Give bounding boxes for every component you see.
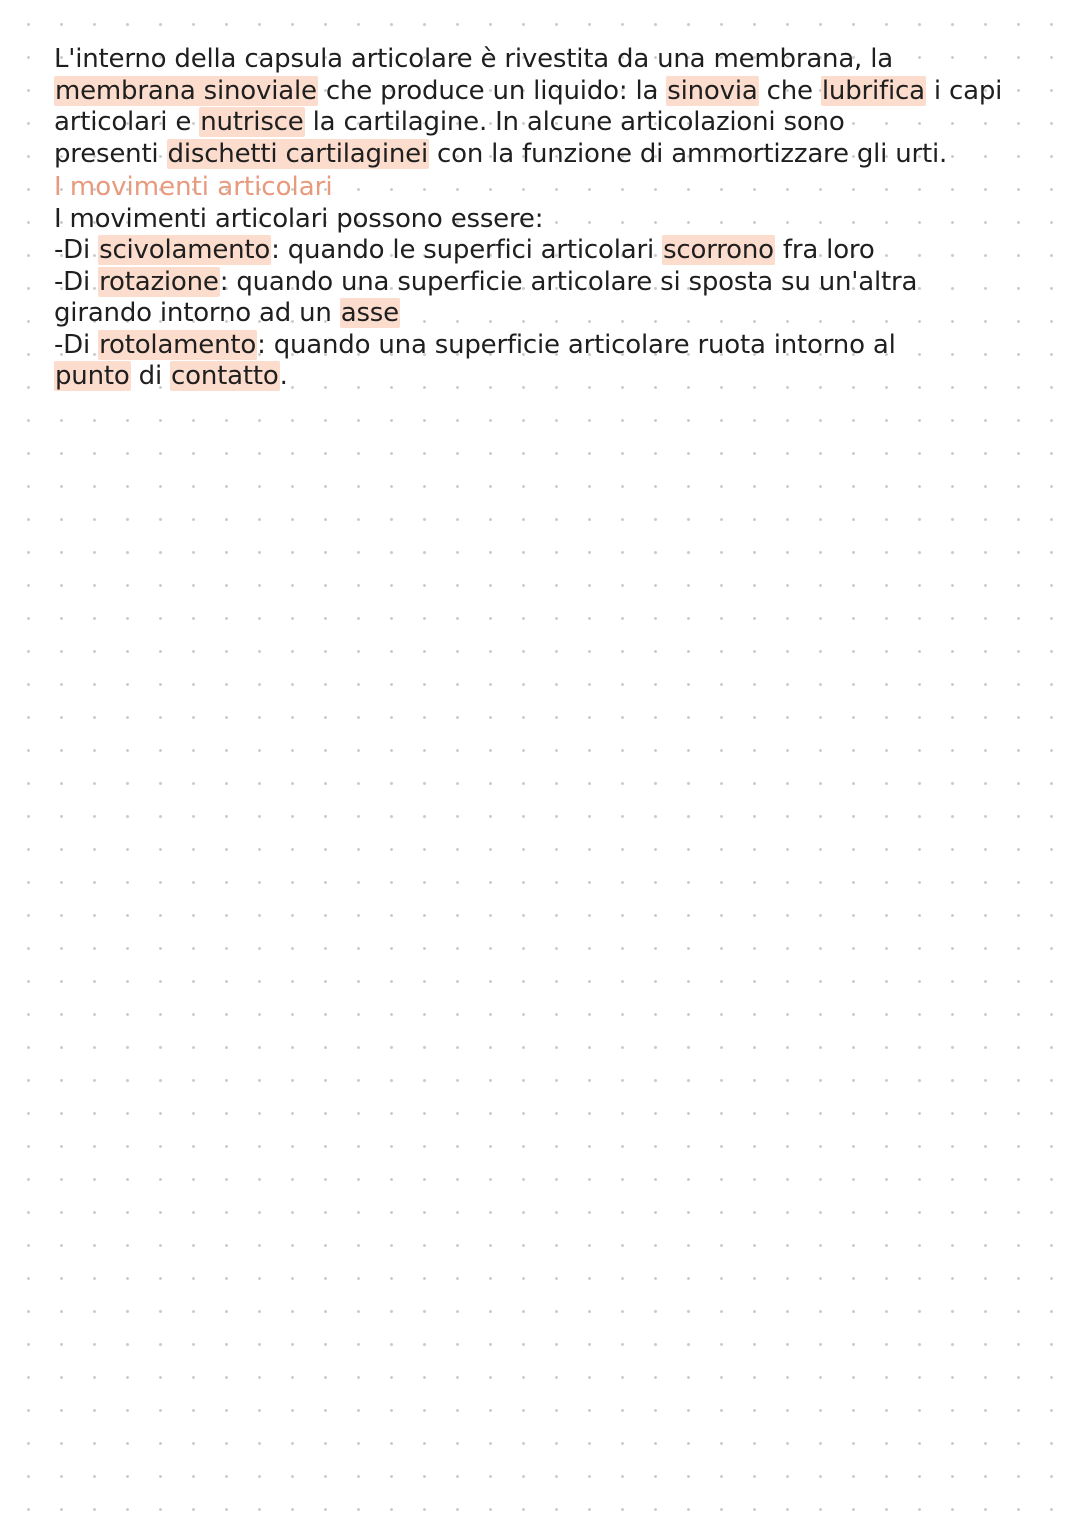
text: i capi [925,75,1003,106]
text: con la funzione di ammortizzare gli urti. [428,138,948,169]
text: che [758,75,821,106]
text: . [279,361,288,391]
paragraph-line-1 [54,44,1054,76]
text: fra loro [774,235,875,265]
highlight-scorrono: scorrono [663,235,774,265]
highlight-lubrifica: lubrifica [821,75,925,106]
notes-page [54,44,1054,393]
highlight-dischetti-cartilaginei: dischetti cartilaginei [167,138,428,169]
text: L'interno della capsula articolare è rivestita da una membrana, la [54,44,893,74]
text: -Di [54,329,99,360]
highlight-rotolamento: rotolamento [99,329,257,360]
text: : quando una superficie articolare ruota intorno al [257,329,896,360]
text: presenti [54,138,167,169]
highlight-scivolamento: scivolamento [99,235,271,265]
highlight-nutrisce: nutrisce [200,107,304,137]
paragraph-line-3 [54,107,1054,139]
list-item-scivolamento [54,235,1054,267]
section-intro [54,204,1054,236]
list-item-rotolamento-continued [54,361,1054,393]
list-item-rotazione [54,267,1054,299]
text: -Di [54,235,99,265]
highlight-rotazione: rotazione [99,266,219,297]
text: : quando le superfici articolari [271,235,663,265]
text: la cartilagine. In alcune articolazioni sono [304,107,845,137]
text: girando intorno ad un [54,298,340,328]
highlight-contatto: contatto [171,361,279,391]
highlight-asse: asse [340,298,399,328]
text: -Di [54,266,99,297]
highlight-membrana-sinoviale: membrana sinoviale [55,75,317,106]
list-item-rotolamento [54,330,1054,362]
section-heading: I movimenti articolari [54,172,333,202]
text: : quando una superficie articolare si sposta su un'altra [219,266,918,297]
list-item-rotazione-continued [54,298,1054,330]
paragraph-line-4 [54,139,1054,171]
text: I movimenti articolari possono essere: [54,203,544,234]
highlight-sinovia: sinovia [667,75,758,106]
highlight-punto: punto [55,361,130,391]
text: di [130,361,171,391]
paragraph-line-2 [54,76,1054,108]
text: articolari e [54,107,200,137]
text: che produce un liquido: la [317,75,667,106]
